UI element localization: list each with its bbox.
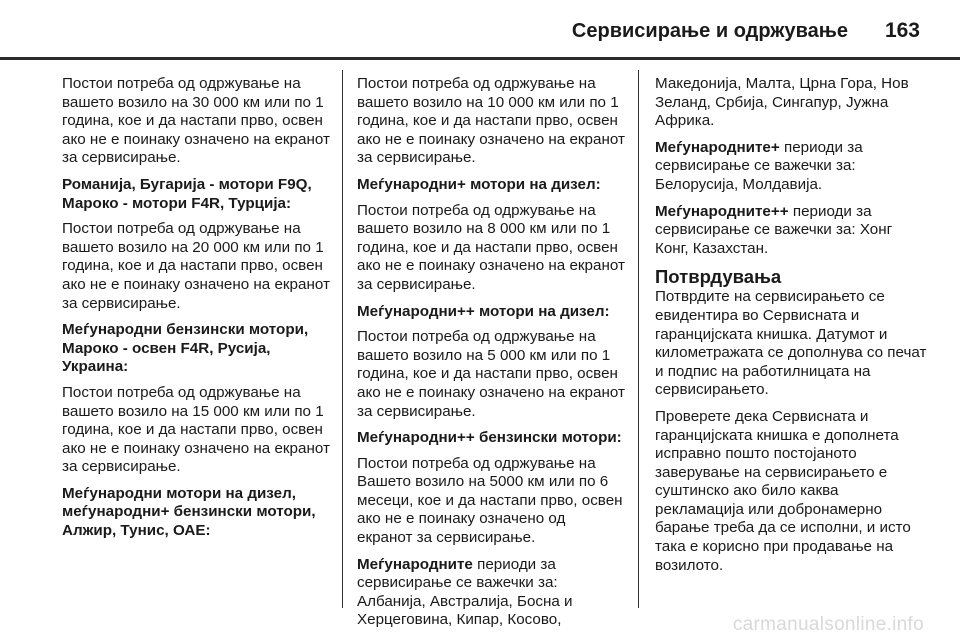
page-number: 163: [884, 19, 920, 42]
paragraph: Постои потреба од одржување на вашето возило на 10 000 км или по 1 година, кое и да настапи прво, освен ако не е поинаку означено на екранот за сервисирање.: [357, 75, 625, 167]
column-2: [357, 75, 625, 638]
inline-bold-term: Меѓународните+: [655, 138, 780, 156]
paragraph: [655, 203, 927, 259]
paragraph: Потврдите на сервисирањето се евидентира во Сервисната и гаранцијската книшка. Датумот и километражата се дополнува со печат и подпис на работилницата на сервисирањето.: [655, 288, 927, 399]
paragraph: Постои потреба од одржување на вашето возило на 15 000 км или по 1 година, кое и да настапи прво, освен ако не е поинаку означено на екранот за сервисирање.: [62, 383, 330, 476]
inline-text: периоди за сервисирање се важечки за: Хонг Конг, Казахстан.: [655, 202, 893, 257]
section-title: Потврдувања: [655, 266, 782, 288]
paragraph: Македонија, Малта, Црна Гора, Нов Зеланд, Србија, Сингапур, Јужна Африка.: [655, 75, 909, 130]
section-heading: Меѓународни мотори на дизел, меѓународни+ бензински мотори, Алжир, Тунис, ОАЕ:: [62, 484, 316, 540]
paragraph: Проверете дека Сервисната и гаранцијската книшка е дополнета исправно пошто постојаното заверување на сервисирањето е суштинско ако било каква рекламација или добронамерно барање треба да се исполни, и исто така е корисно при продавање на возилото.: [655, 407, 911, 574]
section-heading: Романија, Бугарија - мотори F9Q, Мароко - мотори F4R, Турција:: [62, 175, 312, 212]
inline-bold-term: Меѓународните: [357, 555, 473, 573]
paragraph: Постои потреба од одржување на вашето возило на 30 000 км или по 1 година, кое и да настапи прво, освен ако не е поинаку означено на екранот за сервисирање.: [62, 75, 330, 167]
paragraph: Постои потреба од одржување на вашето возило на 20 000 км или по 1 година, кое и да настапи прво, освен ако не е поинаку означено на екранот за сервисирање.: [62, 220, 330, 312]
section-heading: Меѓународни++ мотори на дизел:: [357, 302, 610, 320]
column-3: [655, 75, 927, 583]
column-divider: [342, 70, 343, 608]
column-divider: [638, 70, 639, 608]
inline-bold-term: Меѓународните++: [655, 202, 789, 220]
paragraph: [655, 139, 927, 195]
header-divider: [0, 57, 960, 60]
inline-text: периоди за сервисирање се важечки за: Белорусија, Молдавија.: [655, 138, 863, 193]
paragraph: Постои потреба од одржување на вашето возило на 8 000 км или по 1 година, кое и да настапи прво, освен ако не е поинаку означено на екранот за сервисирање.: [357, 201, 625, 293]
page-title: Сервисирање и одржување: [571, 20, 848, 42]
section-heading: Меѓународни++ бензински мотори:: [357, 429, 622, 447]
inline-text: периоди за сервисирање се важечки за: Албанија, Австралија, Босна и Херцеговина, Кипар, Косово,: [357, 555, 573, 629]
section-heading: Меѓународни бензински мотори, Мароко - освен F4R, Русија, Украина:: [62, 321, 309, 376]
page-header: [0, 0, 960, 58]
column-1: [62, 75, 330, 548]
paragraph: Постои потреба од одржување на вашето возило на 5 000 км или по 1 година, кое и да настапи прво, освен ако не е поинаку означено на екранот за сервисирање.: [357, 328, 625, 420]
paragraph: Постои потреба од одржување на Вашето возило на 5000 км или по 6 месеци, кое и да настапи прво, освен ако не е поинаку означено од екранот за сервисирање.: [357, 454, 623, 547]
section-heading: Меѓународни+ мотори на дизел:: [357, 175, 601, 193]
paragraph: [357, 556, 625, 630]
watermark-text: carmanualsonline.info: [732, 614, 924, 635]
